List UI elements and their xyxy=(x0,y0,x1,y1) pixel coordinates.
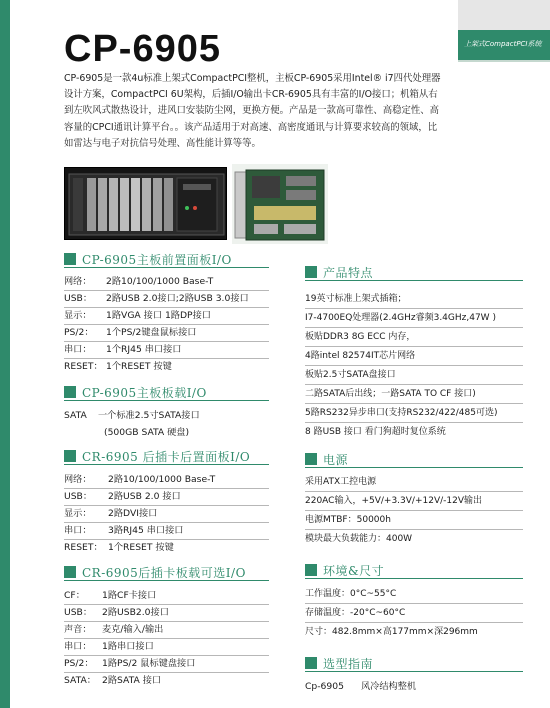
spec-row: PS/2： 1个PS/2键盘鼠标接口 xyxy=(64,325,269,342)
feature-item: 4路intel 82574IT芯片网络 xyxy=(305,347,523,366)
chassis-photo xyxy=(64,167,227,240)
environment-item: 存储温度：-20°C~60°C xyxy=(305,604,523,623)
board-photo xyxy=(232,164,328,244)
feature-item: 8 路USB 接口 看门狗超时复位系统 xyxy=(305,427,446,437)
section-environment xyxy=(305,562,523,578)
feature-item: 板贴DDR3 8G ECC 内存， xyxy=(305,328,523,347)
environment-list xyxy=(305,585,523,642)
top-right-band xyxy=(458,0,550,30)
feature-item: 板贴2.5寸SATA盘接口 xyxy=(305,366,523,385)
rear-optional-io-list xyxy=(64,588,269,690)
spec-row: SATA 一个标准2.5寸SATA接口 xyxy=(64,410,200,421)
front-io-list xyxy=(64,274,269,376)
rear-io-list xyxy=(64,472,269,557)
power-item: 模块最大负载能力：400W xyxy=(305,534,413,544)
section-power xyxy=(305,451,523,467)
page-title: CP-6905 xyxy=(64,28,221,70)
spec-row: 网络： 2路10/100/1000 Base-T xyxy=(64,274,269,291)
feature-item: I7-4700EQ处理器(2.4GHz睿频3.4GHz,47W ) xyxy=(305,309,523,328)
spec-row: 声音： 麦克/输入/输出 xyxy=(64,622,269,639)
left-accent-bar xyxy=(0,0,10,708)
spec-row: RESET： 1个RESET 按键 xyxy=(64,361,172,372)
environment-item: 尺寸：482.8mm×高177mm×深296mm xyxy=(305,627,478,637)
spec-row: USB： 2路USB 2.0接口;2路USB 3.0接口 xyxy=(64,291,269,308)
spec-row: USB： 2路USB 2.0 接口 xyxy=(64,489,269,506)
power-item: 220AC输入，+5V/+3.3V/+12V/-12V输出 xyxy=(305,492,523,511)
section-rear-io xyxy=(64,448,269,464)
section-marker xyxy=(305,453,317,465)
spec-row: RESET： 1个RESET 按键 xyxy=(64,542,174,553)
spec-row: 串口： 1个RJ45 串口接口 xyxy=(64,342,269,359)
ordering-row: Cp-6905 风冷结构整机 xyxy=(305,681,417,692)
section-marker xyxy=(64,450,76,462)
feature-item: 19英寸标准上架式插箱； xyxy=(305,290,523,309)
chassis-illustration xyxy=(65,168,227,240)
category-tab xyxy=(458,30,550,60)
spec-row: 串口： 1路串口接口 xyxy=(64,639,269,656)
section-title: 环境&尺寸 xyxy=(323,563,385,578)
section-title: 电源 xyxy=(323,452,349,467)
spec-row: 串口： 3路RJ45 串口接口 xyxy=(64,523,269,540)
power-item: 电源MTBF：50000h xyxy=(305,511,523,530)
spec-row: (500GB SATA 硬盘) xyxy=(104,427,190,438)
spec-row: CF： 1路CF卡接口 xyxy=(64,588,269,605)
category-tab-underline xyxy=(458,60,550,62)
section-marker xyxy=(305,266,317,278)
spec-row: SATA： 2路SATA 接口 xyxy=(64,675,162,686)
feature-item: 二路SATA后出线；一路SATA TO CF 接口) xyxy=(305,385,523,404)
spec-row: 显示： 2路DVI接口 xyxy=(64,506,269,523)
power-item: 采用ATX工控电源 xyxy=(305,473,523,492)
power-list xyxy=(305,473,523,549)
features-list xyxy=(305,290,523,442)
section-features xyxy=(305,264,523,280)
section-title: CR-6905后插卡板载可选I/O xyxy=(82,565,246,580)
section-front-io xyxy=(64,251,269,267)
section-title: 产品特点 xyxy=(323,265,374,280)
section-marker xyxy=(64,386,76,398)
spec-row: USB： 2路USB2.0接口 xyxy=(64,605,269,622)
section-rear-optional-io xyxy=(64,564,269,580)
environment-item: 工作温度：0°C~55°C xyxy=(305,585,523,604)
section-marker xyxy=(305,657,317,669)
section-title: CP-6905主板前置面板I/O xyxy=(82,252,232,267)
feature-item: 5路RS232异步串口(支持RS232/422/485可选) xyxy=(305,404,523,423)
section-ordering-guide xyxy=(305,655,523,671)
spec-row: 显示： 1路VGA 接口 1路DP接口 xyxy=(64,308,269,325)
onboard-io-list xyxy=(64,408,269,442)
spec-row: 网络： 2路10/100/1000 Base-T xyxy=(64,472,269,489)
spec-row: PS/2： 1路PS/2 鼠标键盘接口 xyxy=(64,656,269,673)
section-marker xyxy=(64,253,76,265)
board-illustration xyxy=(232,164,328,244)
ordering-list xyxy=(305,679,523,696)
section-marker xyxy=(64,566,76,578)
intro-paragraph: CP-6905是一款4u标准上架式CompactPCI整机，主板CP-6905采用Intel® i7四代处理器设计方案，CompactPCI 6U架构，后插I/O输出卡CR-6905具有丰富的I/O接口；机箱从右到左吹风式散热设计，进风口安装防尘网，更换方便。产品是一款高可靠性、高稳定性、高容量的CPCI通讯计算平台。。该产品适用于对高速、高密度通讯与计算要求较高的领域，比如雷达与电子对抗信号处理、高性能计算等等。 xyxy=(64,73,441,149)
section-marker xyxy=(305,564,317,576)
section-title: CR-6905 后插卡后置面板I/O xyxy=(82,449,251,464)
category-tab-label: 上架式CompactPCI系统 xyxy=(464,40,542,48)
section-onboard-io xyxy=(64,384,269,400)
section-title: 选型指南 xyxy=(323,656,374,671)
section-title: CP-6905主板板载I/O xyxy=(82,385,207,400)
